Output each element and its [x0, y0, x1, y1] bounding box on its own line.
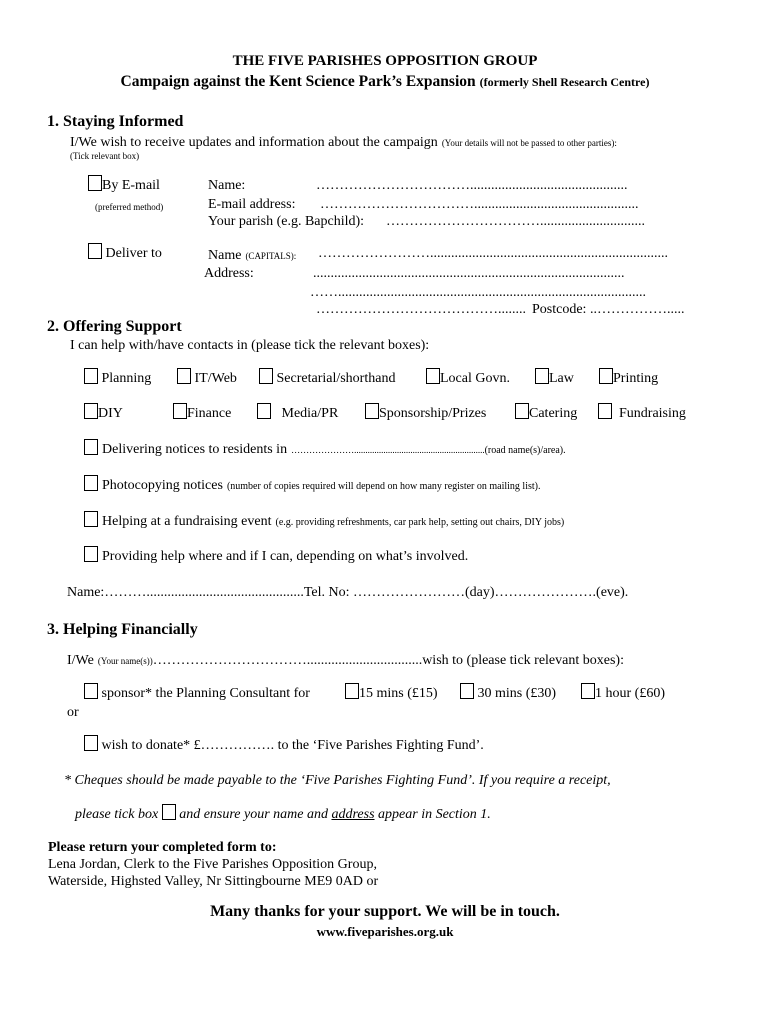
option-30min — [460, 683, 556, 702]
photocopying-checkbox[interactable] — [84, 475, 98, 491]
receipt-line — [75, 804, 491, 823]
mediapr-label: Media/PR — [281, 406, 339, 421]
option-15min — [345, 683, 438, 702]
finance-label: Finance — [187, 406, 232, 421]
email-field[interactable]: ……………………………............................................... — [320, 197, 639, 212]
mediapr-checkbox[interactable] — [257, 403, 271, 419]
fundraising-label: Fundraising — [619, 406, 686, 421]
form-title: THE FIVE PARISHES OPPOSITION GROUP — [232, 53, 538, 69]
subtitle-main: Campaign against the Kent Science Park’s Expansion — [120, 73, 476, 90]
address-field-2[interactable]: ……........................................................................................ — [310, 285, 646, 300]
option-planning — [84, 368, 151, 387]
email-option — [88, 175, 160, 194]
section3-heading: 3. Helping Financially — [47, 621, 198, 638]
catering-label: Catering — [529, 406, 578, 421]
itweb-checkbox[interactable] — [177, 368, 191, 384]
option-secretarial — [259, 368, 395, 387]
receipt-checkbox[interactable] — [162, 804, 176, 820]
iwe-end: wish to (please tick relevant boxes): — [422, 653, 624, 668]
option-finance — [173, 403, 231, 422]
option-1hour — [581, 683, 665, 702]
receipt-text-end: appear in Section 1. — [378, 807, 491, 822]
name-field[interactable]: ……………………………............................................. — [316, 178, 628, 193]
option-law — [535, 368, 574, 387]
iwe-field[interactable]: ……………………………................................. — [152, 653, 423, 668]
capitals-note: (CAPITALS): — [245, 251, 297, 261]
30min-label: 30 mins (£30) — [477, 686, 557, 701]
deliver-checkbox[interactable] — [88, 243, 102, 259]
option-photocopying — [84, 475, 540, 494]
option-localgovn — [426, 368, 510, 387]
website-link[interactable]: www.fiveparishes.org.uk — [316, 924, 454, 939]
delivering-field[interactable]: ………………….......................................................... — [291, 445, 485, 455]
sponsorship-label: Sponsorship/Prizes — [379, 406, 487, 421]
1hour-checkbox[interactable] — [581, 683, 595, 699]
itweb-label: IT/Web — [194, 371, 237, 386]
intro-note: (Your details will not be passed to other parties): — [441, 138, 617, 148]
form-subtitle — [0, 73, 770, 91]
subtitle-note: (formerly Shell Research Centre) — [479, 75, 650, 89]
section1-intro — [70, 133, 617, 151]
address-label: Address: — [204, 266, 254, 281]
15min-checkbox[interactable] — [345, 683, 359, 699]
delivering-label: Delivering notices to residents in — [102, 442, 288, 457]
fundraising-checkbox[interactable] — [598, 403, 612, 419]
tick-note: (Tick relevant box) — [70, 151, 140, 161]
cheque-note: * Cheques should be made payable to the ‘Five Parishes Fighting Fund’. If you require a receipt, — [64, 773, 611, 788]
sponsor-label: sponsor* the Planning Consultant for — [101, 686, 310, 701]
option-mediapr — [257, 403, 338, 422]
name2-label-wrap — [208, 246, 296, 264]
providing-help-label: Providing help where and if I can, depending on what’s involved. — [102, 549, 469, 564]
option-diy — [84, 403, 123, 422]
delivering-note: (road name(s)/area). — [484, 445, 566, 456]
deliver-option — [88, 243, 162, 262]
return-address-2: Waterside, Highsted Valley, Nr Sittingbourne ME9 0AD or — [48, 874, 379, 889]
localgovn-label: Local Govn. — [440, 371, 510, 386]
fundraising-event-checkbox[interactable] — [84, 511, 98, 527]
photocopying-note: (number of copies required will depend on how many register on mailing list). — [226, 481, 541, 492]
or-text: or — [67, 705, 79, 720]
your-names-note: (Your name(s)) — [97, 656, 153, 666]
diy-checkbox[interactable] — [84, 403, 98, 419]
name2-field[interactable]: …………………….................................................................... — [318, 246, 668, 261]
address-underlined: address — [331, 807, 375, 822]
donate-checkbox[interactable] — [84, 735, 98, 751]
law-checkbox[interactable] — [535, 368, 549, 384]
finance-checkbox[interactable] — [173, 403, 187, 419]
option-fundraising-event — [84, 511, 564, 530]
preferred-note: (preferred method) — [95, 202, 164, 212]
option-sponsorship — [365, 403, 486, 422]
catering-checkbox[interactable] — [515, 403, 529, 419]
email-checkbox[interactable] — [88, 175, 102, 191]
name-label: Name: — [208, 178, 246, 193]
option-sponsor — [84, 683, 310, 702]
receipt-label: please tick box — [75, 807, 159, 822]
secretarial-label: Secretarial/shorthand — [276, 371, 396, 386]
option-printing — [599, 368, 658, 387]
address-field-3[interactable]: …………………………………........ — [316, 302, 526, 317]
option-itweb — [177, 368, 237, 387]
sponsor-checkbox[interactable] — [84, 683, 98, 699]
printing-checkbox[interactable] — [599, 368, 613, 384]
planning-checkbox[interactable] — [84, 368, 98, 384]
fundraising-event-label: Helping at a fundraising event — [102, 514, 272, 529]
postcode-field[interactable]: Postcode: ..……………..... — [532, 302, 685, 317]
thanks-message: Many thanks for your support. We will be in touch. — [210, 903, 560, 920]
email-option-label: By E-mail — [102, 178, 160, 193]
option-donate — [84, 735, 484, 754]
15min-label: 15 mins (£15) — [359, 686, 438, 701]
address-field-1[interactable]: ......................................................................................... — [313, 266, 625, 281]
email-label: E-mail address: — [208, 197, 296, 212]
section2-heading: 2. Offering Support — [47, 318, 182, 335]
parish-field[interactable]: …………………………….............................. — [386, 214, 645, 229]
contact-line[interactable]: Name:……….............................................Tel. No: ……………………(day)………………….(eve). — [67, 585, 629, 600]
law-label: Law — [549, 371, 574, 386]
delivering-checkbox[interactable] — [84, 439, 98, 455]
name2-label: Name — [208, 248, 242, 263]
providing-help-checkbox[interactable] — [84, 546, 98, 562]
option-catering — [515, 403, 577, 422]
30min-checkbox[interactable] — [460, 683, 474, 699]
donate-label: wish to donate* £……………. to the ‘Five Parishes Fighting Fund’. — [101, 738, 484, 753]
intro-text: I/We wish to receive updates and information about the campaign — [70, 135, 438, 150]
localgovn-checkbox[interactable] — [426, 368, 440, 384]
option-providing-help — [84, 546, 468, 565]
sponsorship-checkbox[interactable] — [365, 403, 379, 419]
receipt-text: and ensure your name and — [179, 807, 328, 822]
1hour-label: 1 hour (£60) — [595, 686, 665, 701]
fundraising-event-note: (e.g. providing refreshments, car park help, setting out chairs, DIY jobs) — [275, 517, 565, 528]
return-address-1: Lena Jordan, Clerk to the Five Parishes Opposition Group, — [48, 857, 377, 872]
iwe-line — [67, 651, 624, 669]
secretarial-checkbox[interactable] — [259, 368, 273, 384]
section1-heading: 1. Staying Informed — [47, 113, 184, 130]
iwe-label: I/We — [67, 653, 94, 668]
deliver-option-label: Deliver to — [105, 246, 162, 261]
section2-intro: I can help with/have contacts in (please tick the relevant boxes): — [70, 338, 430, 353]
diy-label: DIY — [98, 406, 123, 421]
parish-label: Your parish (e.g. Bapchild): — [208, 214, 365, 229]
option-fundraising — [598, 403, 686, 422]
option-delivering — [84, 439, 566, 458]
printing-label: Printing — [613, 371, 659, 386]
return-heading: Please return your completed form to: — [48, 840, 277, 855]
planning-label: Planning — [101, 371, 152, 386]
photocopying-label: Photocopying notices — [102, 478, 223, 493]
